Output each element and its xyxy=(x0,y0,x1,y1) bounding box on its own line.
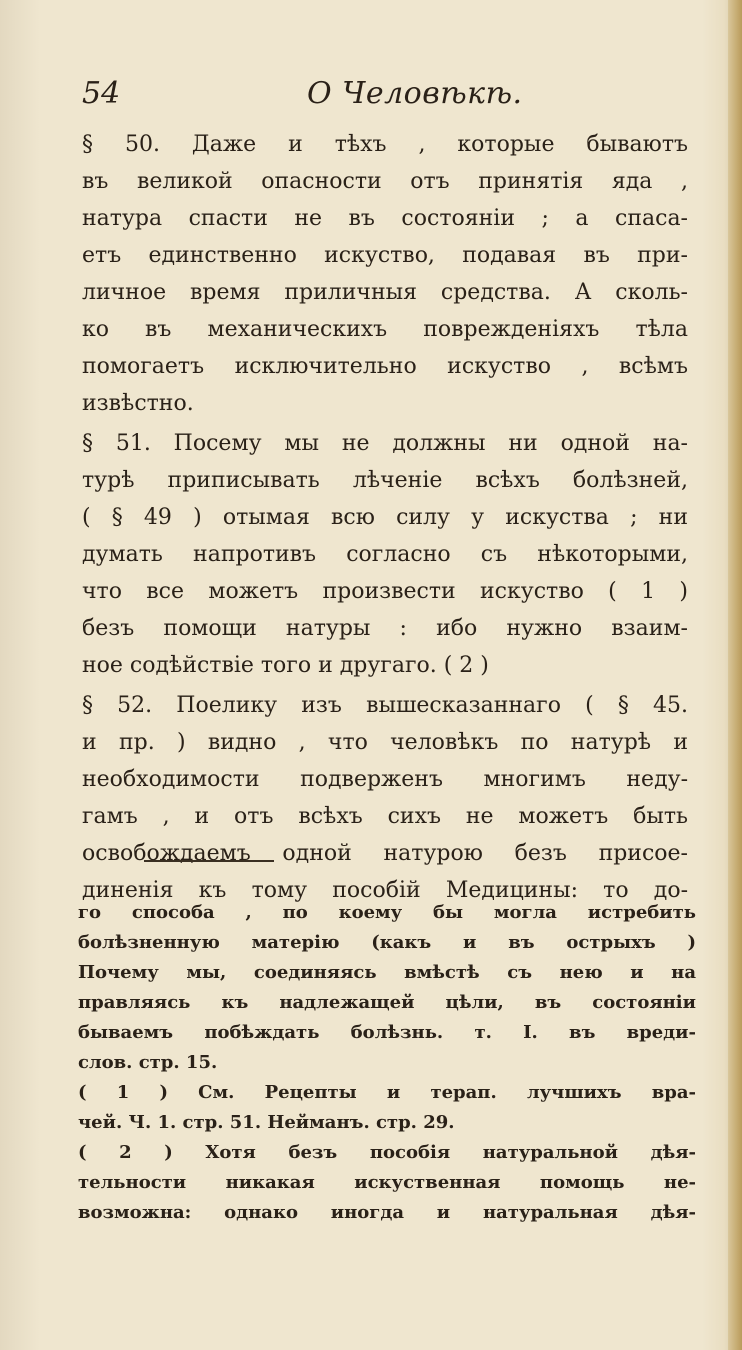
text-line: гамъ , и отъ всѣхъ сихъ не можетъ быть xyxy=(82,804,688,829)
text-line: необходимости подверженъ многимъ неду- xyxy=(82,767,688,792)
text-line: въ великой опасности отъ принятія яда , xyxy=(82,169,688,194)
text-line: ко въ механическихъ поврежденіяхъ тѣла xyxy=(82,317,688,342)
footnote-line: бываемъ побѣждать болѣзнь. т. I. въ вреди- xyxy=(78,1022,696,1043)
text-line: личное время приличныя средства. А сколь- xyxy=(82,280,688,305)
text-line: извѣстно. xyxy=(82,391,194,416)
text-line: етъ единственно искуство, подавая въ при- xyxy=(82,243,688,268)
footnote-line: го способа , по коему бы могла истребить xyxy=(78,902,696,923)
footnote-line: болѣзненную матерію (какъ и въ острыхъ ) xyxy=(78,932,696,953)
text-line: § 50. Даже и тѣхъ , которые бываютъ xyxy=(82,132,688,157)
text-line: и пр. ) видно , что человѣкъ по натурѣ и xyxy=(82,730,688,755)
footnote-separator xyxy=(144,860,274,862)
footnote-1 xyxy=(78,1078,696,1138)
running-title: О Человѣкѣ. xyxy=(307,76,523,111)
footnote-line: ( 1 ) См. Рецепты и терап. лучшихъ вра- xyxy=(78,1082,696,1103)
footnote-line: слов. стр. 15. xyxy=(78,1052,218,1073)
footnote-2 xyxy=(78,1138,696,1228)
paragraph-51 xyxy=(82,425,688,684)
footnote-line: Почему мы, соединяясь вмѣстѣ съ нею и на xyxy=(78,962,696,983)
main-text xyxy=(82,126,688,909)
text-line: освобождаемъ одной натурою безъ присое- xyxy=(82,841,688,866)
text-line: безъ помощи натуры : ибо нужно взаим- xyxy=(82,616,688,641)
text-line: диненія къ тому пособій Медицины: то до- xyxy=(82,878,688,903)
footnote-line: правляясь къ надлежащей цѣли, въ состояніи xyxy=(78,992,696,1013)
text-line: турѣ приписывать лѣченіе всѣхъ болѣзней, xyxy=(82,468,688,493)
footnote-line: чей. Ч. 1. стр. 51. Нейманъ. стр. 29. xyxy=(78,1112,455,1133)
text-line: § 52. Поелику изъ вышесказаннаго ( § 45. xyxy=(82,693,688,718)
footnote-line: ( 2 ) Хотя безъ пособія натуральной дѣя- xyxy=(78,1142,696,1163)
text-line: что все можетъ произвести искуство ( 1 ) xyxy=(82,579,688,604)
text-line: § 51. Посему мы не должны ни одной на- xyxy=(82,431,688,456)
footnote-continuation xyxy=(78,898,696,1078)
text-line: думать напротивъ согласно съ нѣкоторыми, xyxy=(82,542,688,567)
text-line: ное содѣйствіе того и другаго. ( 2 ) xyxy=(82,653,489,678)
page-number: 54 xyxy=(82,76,121,111)
footnote-line: тельности никакая искуственная помощь не- xyxy=(78,1172,696,1193)
page-edge xyxy=(728,0,742,1350)
page-header xyxy=(82,76,682,116)
footnotes xyxy=(78,898,696,1228)
text-line: натура спасти не въ состояніи ; а спаса- xyxy=(82,206,688,231)
text-line: помогаетъ исключительно искуство , всѣмъ xyxy=(82,354,688,379)
footnote-line: возможна: однако иногда и натуральная дѣя- xyxy=(78,1202,696,1223)
paragraph-52 xyxy=(82,687,688,909)
text-line: ( § 49 ) отымая всю силу у искуства ; ни xyxy=(82,505,688,530)
paragraph-50 xyxy=(82,126,688,422)
